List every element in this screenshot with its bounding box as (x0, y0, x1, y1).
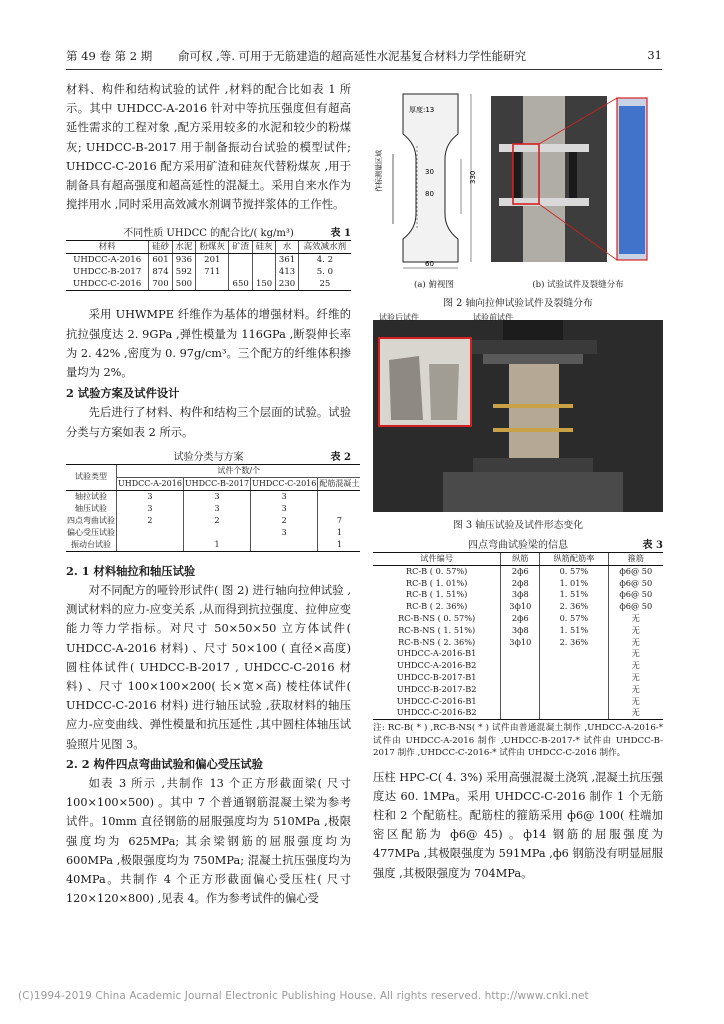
table1-header-0: 材料 (66, 241, 149, 254)
table2-cell: 2 (183, 515, 250, 527)
table3-cell: 无 (608, 684, 663, 696)
table3-row (373, 637, 663, 649)
table2-cell: 3 (251, 490, 318, 503)
table3-cell: 无 (608, 660, 663, 672)
table3-cell: 无 (608, 696, 663, 708)
table2-cell: 轴压试验 (75, 503, 107, 513)
table2-cell: 3 (183, 490, 250, 503)
table3-cell: RC-B ( 1. 51%) (405, 589, 468, 600)
table1-header-3: 粉煤灰 (196, 241, 229, 254)
article-running-title: 俞可权 ,等. 可用于无筋建造的超高延性水泥基复合材料力学性能研究 (178, 49, 527, 63)
table1-cell: 5. 0 (298, 266, 351, 278)
section-2-heading: 2 试验方案及试件设计 (66, 386, 180, 401)
table3-cell: 无 (608, 707, 663, 719)
table3-cell: 1. 51% (540, 589, 608, 601)
table3-cell (540, 707, 608, 719)
table3-cell (540, 660, 608, 672)
fig2-thickness-label: 厚度:13 (409, 106, 435, 114)
table1-header-6: 水 (276, 241, 299, 254)
table3-header-3: 箍筋 (608, 553, 663, 566)
table3-number: 表 3 (642, 540, 663, 551)
table1-cell: 230 (276, 278, 299, 291)
table2-header-2: UHDCC-C-2016 (251, 477, 318, 490)
table2-row (66, 490, 360, 503)
table3-row (373, 672, 663, 684)
fig2-subcaption-a: (a) 俯视图 (414, 280, 454, 290)
table3-cell: 3ф8 (501, 589, 540, 601)
table3-row (373, 625, 663, 637)
table2-test-scheme (66, 464, 360, 552)
table1-header-1: 硅砂 (149, 241, 172, 254)
table2-cell (318, 490, 361, 503)
table3-cell: 0. 57% (540, 613, 608, 625)
table2-col-type: 试验类型 (66, 464, 117, 490)
table3-cell: ф6@ 50 (608, 578, 663, 590)
table1-cell (252, 266, 275, 278)
table1-cell (252, 254, 275, 267)
table1-cell: 25 (298, 278, 351, 291)
table3-beam-info (373, 552, 663, 720)
right-column (373, 80, 663, 883)
fig2-subcaption-b: (b) 试验试件及裂缝分布 (532, 280, 624, 290)
table3-cell: UHDCC-B-2017-B1 (396, 671, 477, 682)
table1-number: 表 1 (330, 228, 351, 240)
table2-cell (251, 539, 318, 552)
table2-row (66, 539, 360, 552)
table2-cell (117, 539, 184, 552)
table3-cell (501, 672, 540, 684)
table3-row (373, 648, 663, 660)
table2-cell (117, 527, 184, 539)
table3-cell: UHDCC-A-2016-B1 (396, 648, 477, 659)
table1-cell: 874 (149, 266, 172, 278)
page-number: 31 (647, 48, 662, 62)
table3-header-2: 纵筋配筋率 (540, 553, 608, 566)
fig2-dim-30: 30 (425, 168, 434, 176)
table1-cell: UHDCC-A-2016 (73, 255, 142, 266)
table1-cell: 361 (276, 254, 299, 267)
table3-row (373, 601, 663, 613)
table2-row (66, 503, 360, 515)
table1-cell: 201 (196, 254, 229, 267)
table1-header-5: 硅灰 (252, 241, 275, 254)
table3-cell: 2. 36% (540, 601, 608, 613)
table3-row (373, 589, 663, 601)
fig2-dim-330: 330 (469, 170, 477, 184)
table2-cell: 四点弯曲试验 (67, 515, 115, 525)
table3-cell: 3ф10 (501, 601, 540, 613)
fig2-zone-label: 作标测量区域 (375, 150, 383, 192)
table1-caption (66, 224, 351, 240)
table3-note: 注: RC-B( * ) ,RC-B-NS( * ) 试件由普通混凝土制作 ,UHDCC-A-2016-* 试件由 UHDCC-A-2016 制作 ,UHDCC-B-2017-* 试件由 UHDCC-B-2017 制作 ,UHDCC-C-2016-* 试件由 UHDCC-C-2016 制作。 (373, 723, 663, 759)
table3-cell: 2ф6 (501, 565, 540, 577)
table2-title: 试验分类与方案 (173, 451, 244, 463)
table2-group-header: 试件个数/个 (117, 464, 361, 477)
table1-header-2: 水泥 (172, 241, 195, 254)
table1-cell: 150 (252, 278, 275, 291)
table3-row (373, 684, 663, 696)
table3-cell (540, 648, 608, 660)
table1-header-4: 矿渣 (229, 241, 252, 254)
table2-header-3: 配筋混凝土 (318, 477, 361, 490)
table3-cell: 无 (608, 637, 663, 649)
table3-cell: ф6@ 50 (608, 601, 663, 613)
table3-cell: 无 (608, 625, 663, 637)
table3-cell: UHDCC-B-2017-B2 (396, 683, 477, 694)
table2-cell: 3 (251, 503, 318, 515)
table3-cell: ф6@ 50 (608, 565, 663, 577)
table1-row (66, 266, 351, 278)
table2-cell: 3 (117, 490, 184, 503)
table3-cell: 1. 51% (540, 625, 608, 637)
table3-row (373, 565, 663, 577)
table1-cell: 936 (172, 254, 195, 267)
section-2-2-heading: 2. 2 构件四点弯曲试验和偏心受压试验 (66, 756, 263, 771)
figure3-graphic (373, 320, 663, 512)
table2-cell: 1 (318, 539, 361, 552)
paragraph-mix-intro: 材料、构件和结构试验的试件 ,材料的配合比如表 1 所示。其中 UHDCC-A-2016 针对中等抗压强度但有超高延性需求的工程对象 ,配方采用较多的水泥和较少的粉煤灰; UHDCC-B-2017 用于制备振动台试验的模型试件; UHDCC-C-2016 配方采用矿渣和硅灰代替粉煤灰 ,用于制备具有超高强度和超高延性的混凝土。采用自来水作为搅拌用水 ,同时采用高效减水剂调节搅拌浆体的工作性。 (66, 83, 351, 212)
table3-cell (540, 696, 608, 708)
table2-cell: 1 (183, 539, 250, 552)
table1-cell: 413 (276, 266, 299, 278)
fig2-caption: 图 2 轴向拉伸试验试件及裂缝分布 (443, 298, 593, 309)
table3-cell: 无 (608, 672, 663, 684)
paragraph-fiber: 采用 UHWMPE 纤维作为基体的增强材料。纤维的抗拉强度达 2. 9GPa ,弹性模量为 116GPa ,断裂伸长率为 2. 42% ,密度为 0. 97g/cm³。三个配方的纤维体积掺量均为 2%。 (66, 308, 351, 380)
table3-header-1: 纵筋 (501, 553, 540, 566)
table1-row (66, 278, 351, 291)
table1-cell: 4. 2 (298, 254, 351, 267)
table2-cell: 3 (183, 503, 250, 515)
table1-title: 不同性质 UHDCC 的配合比/( kg/m³) (123, 228, 294, 240)
table3-row (373, 613, 663, 625)
fig3-caption: 图 3 轴压试验及试件形态变化 (452, 520, 584, 531)
table3-row (373, 707, 663, 719)
table3-cell: RC-B-NS ( 2. 36%) (398, 636, 476, 647)
table3-cell (540, 684, 608, 696)
table2-cell: 振动台试验 (66, 539, 117, 552)
table2-number: 表 2 (330, 451, 351, 463)
table3-row (373, 696, 663, 708)
figure-3 (373, 313, 663, 531)
table2-cell: 3 (251, 527, 318, 539)
fig2-dim-60: 60 (425, 260, 434, 268)
paragraph-test-plan: 先后进行了材料、构件和结构三个层面的试验。试验分类与方案如表 2 所示。 (66, 406, 351, 439)
dogbone-outline (403, 94, 458, 262)
fig3-label-before: 试验前试件 (473, 313, 513, 322)
fig3-label-after: 试验后试件 (379, 313, 419, 322)
table3-cell: UHDCC-C-2016-B2 (373, 707, 501, 719)
table2-cell (183, 527, 250, 539)
figure-2 (373, 84, 663, 310)
table3-cell: RC-B ( 1. 01%) (405, 577, 468, 588)
table1-cell: UHDCC-C-2016 (66, 278, 149, 291)
table3-caption (373, 536, 663, 552)
table3-cell: 2ф8 (501, 578, 540, 590)
table1-row (66, 254, 351, 267)
figure2-graphic (373, 84, 663, 274)
table2-row (66, 527, 360, 539)
table1-header-7: 高效减水剂 (298, 241, 351, 254)
table1-cell: 500 (172, 278, 195, 291)
table3-row (373, 660, 663, 672)
table1-cell: 601 (149, 254, 172, 267)
table3-title: 四点弯曲试验梁的信息 (468, 540, 568, 551)
table2-cell (318, 503, 361, 515)
table3-header-0: 试件编号 (373, 553, 501, 566)
table2-header-0: UHDCC-A-2016 (117, 477, 184, 490)
table3-row (373, 578, 663, 590)
table2-header-1: UHDCC-B-2017 (183, 477, 250, 490)
left-column (66, 80, 360, 909)
table3-cell: UHDCC-C-2016-B1 (396, 695, 477, 706)
table1-mix-proportions (66, 240, 351, 291)
table2-cell: 2 (117, 515, 184, 527)
table3-cell: 无 (608, 613, 663, 625)
table3-cell: 3ф8 (501, 625, 540, 637)
table1-cell (229, 254, 252, 267)
paragraph-column-tests: 压柱 HPC-C( 4. 3%) 采用高强混凝土浇筑 ,混凝土抗压强度达 60. 1MPa。采用 UHDCC-C-2016 制作 1 个无筋柱和 2 个配筋柱。配筋柱的箍筋采用 ф6@ 100( 柱端加密区配筋为 ф6@ 45) 。ф14 钢筋的屈服强度为 477MPa ,其极限强度为 591MPa ,ф6 钢筋没有明显屈服强度 ,其极限强度为 704MPa。 (373, 770, 663, 880)
table2-cell: 偏心受压试验 (67, 527, 115, 537)
table3-cell: 无 (608, 648, 663, 660)
table3-cell (501, 648, 540, 660)
journal-issue: 第 49 卷 第 2 期 (66, 49, 153, 63)
table3-cell (501, 696, 540, 708)
table3-cell: ф6@ 50 (608, 589, 663, 601)
table3-cell: 0. 57% (540, 565, 608, 577)
table2-row (66, 515, 360, 527)
table1-cell (196, 278, 229, 291)
fig3-cylinder-specimen (509, 364, 559, 458)
table1-cell: 711 (196, 266, 229, 278)
table3-cell (540, 672, 608, 684)
table3-cell (501, 684, 540, 696)
table3-cell: UHDCC-A-2016-B2 (396, 660, 477, 671)
table1-cell: 700 (149, 278, 172, 291)
table3-cell: 3ф10 (501, 637, 540, 649)
table1-cell (229, 266, 252, 278)
table3-cell (501, 660, 540, 672)
running-header (66, 46, 662, 70)
table1-cell: 650 (229, 278, 252, 291)
table2-cell: 1 (318, 527, 361, 539)
table3-cell: 1. 01% (540, 578, 608, 590)
table3-cell: RC-B ( 0. 57%) (405, 565, 468, 576)
table2-cell: 2 (251, 515, 318, 527)
paragraph-bending-tests: 如表 3 所示 ,共制作 13 个正方形截面梁( 尺寸 100×100×500) 。其中 7 个普通钢筋混凝土梁为参考试件。10mm 直径钢筋的屈服强度均为 510MPa ,极限强度均为 625MPa; 其余梁钢筋的屈服强度均为 600MPa ,极限强度均为 750MPa; 混凝土抗压强度均为 40MPa。共制作 4 个正方形截面偏心受压柱( 尺寸 120×120×800) ,见表 4。作为参考试件的偏心受 (66, 777, 351, 906)
table3-cell: RC-B-NS ( 0. 57%) (398, 612, 476, 623)
table2-cell: 3 (117, 503, 184, 515)
section-2-1-heading: 2. 1 材料轴拉和轴压试验 (66, 563, 196, 578)
table2-caption (66, 448, 351, 464)
table3-cell: RC-B ( 2. 36%) (405, 601, 468, 612)
table3-cell: 2ф6 (501, 613, 540, 625)
table1-cell: UHDCC-B-2017 (73, 267, 142, 278)
table2-cell: 轴拉试验 (75, 491, 107, 501)
fig2-dim-80: 80 (425, 190, 434, 198)
table3-cell: 2. 36% (540, 637, 608, 649)
table3-cell (501, 707, 540, 719)
copyright-footer: (C)1994-2019 China Academic Journal Electronic Publishing House. All rights reserved. http://www.cnki.net (18, 990, 589, 1002)
paragraph-axial-tests: 对不同配方的哑铃形试件( 图 2) 进行轴向拉伸试验 ,测试材料的应力-应变关系 ,从而得到抗拉强度、拉伸应变能力等力学指标。对尺寸 50×50×50 立方体试件( UHDCC-A-2016 材料) 、尺寸 50×100 ( 直径×高度) 圆柱体试件( UHDCC-B-2017 , UHDCC-C-2016 材料) 、尺寸 100×100×200( 长×宽×高) 棱柱体试件( UHDCC-C-2016 材料) 进行轴压试验 ,获取材料的轴压应力-应变曲线、弹性模量和抗压延性 ,其中圆柱体轴压试验照片见图 3。 (66, 584, 351, 751)
table3-cell: RC-B-NS ( 1. 51%) (398, 624, 476, 635)
table1-cell: 592 (172, 266, 195, 278)
table2-cell: 7 (318, 515, 361, 527)
